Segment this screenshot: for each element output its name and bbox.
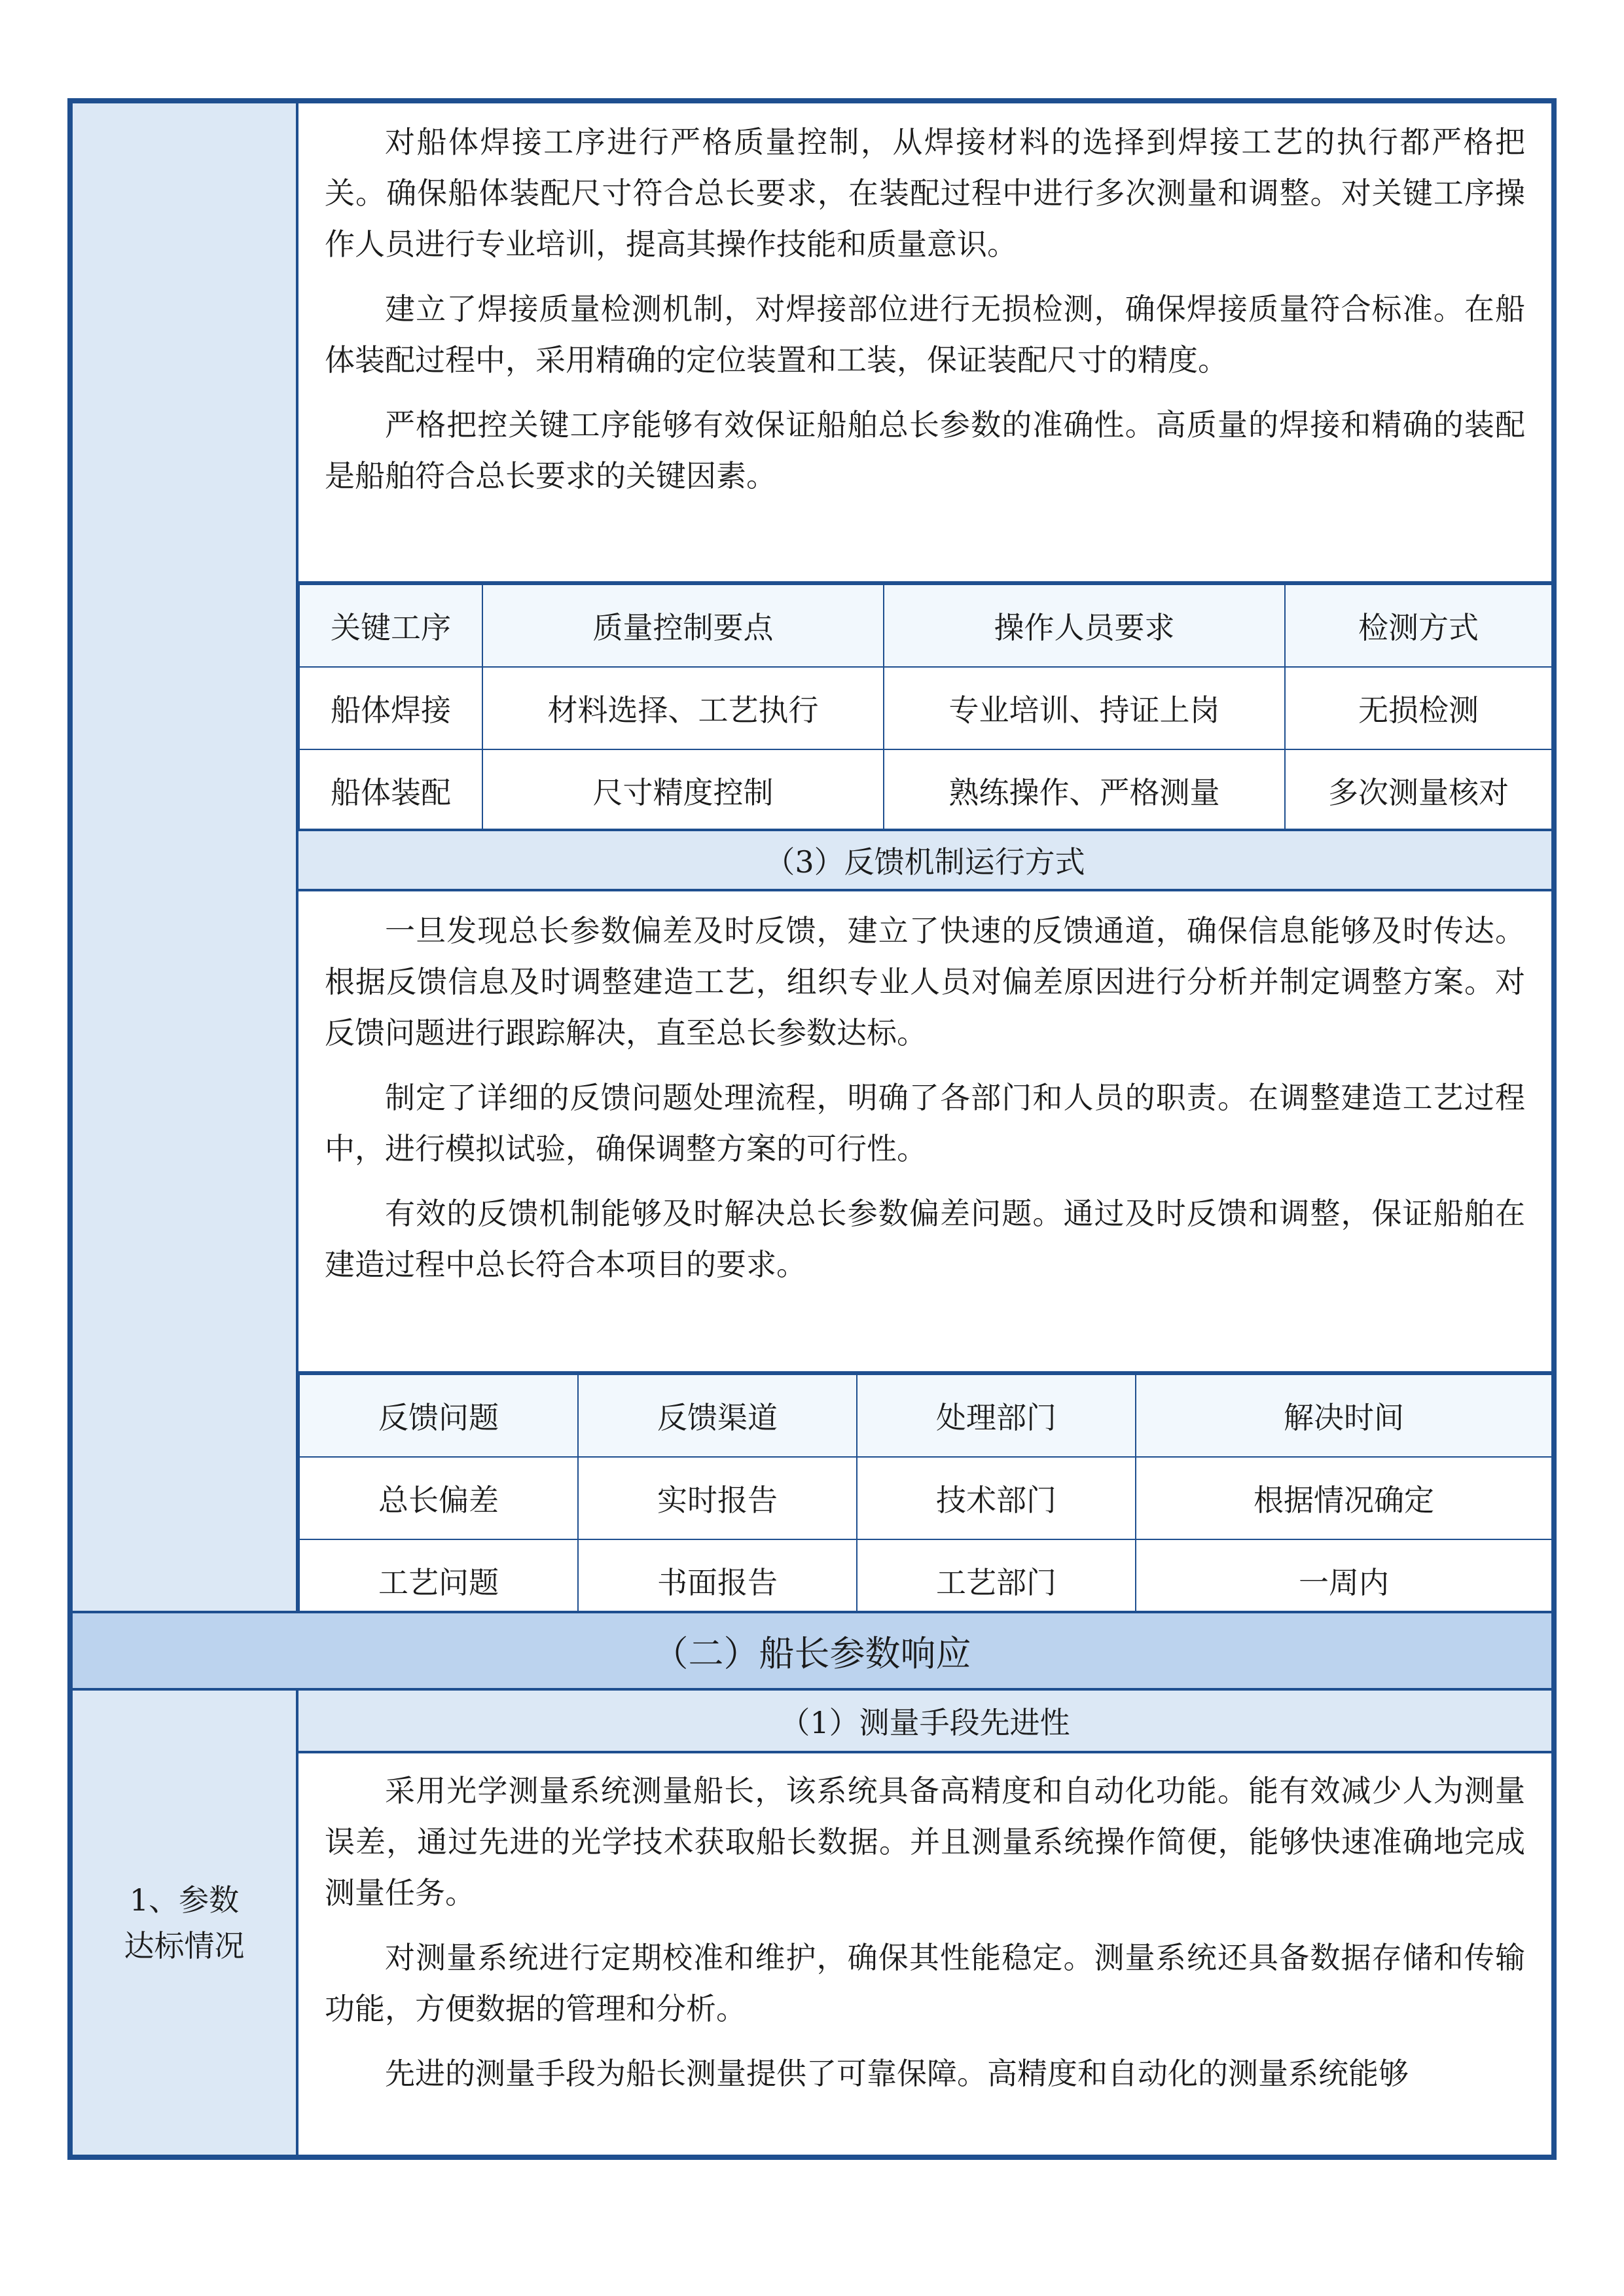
left-label-column-top	[73, 103, 298, 1611]
table-header-cell: 操作人员要求	[884, 584, 1285, 667]
left-label-parameter-compliance	[73, 1691, 298, 2155]
table-cell: 一周内	[1136, 1539, 1552, 1622]
table-cell: 专业培训、持证上岗	[884, 667, 1285, 749]
table-header-cell: 解决时间	[1136, 1374, 1552, 1457]
table-cell: 工艺部门	[857, 1539, 1136, 1622]
document-table-frame	[67, 98, 1557, 2160]
table-cell: 根据情况确定	[1136, 1457, 1552, 1539]
paragraph: 有效的反馈机制能够及时解决总长参数偏差问题。通过及时反馈和调整，保证船舶在建造过程中总长符合本项目的要求。	[325, 1196, 1525, 1282]
table-cell: 总长偏差	[299, 1457, 578, 1539]
table-row	[299, 1539, 1552, 1622]
paragraph: 一旦发现总长参数偏差及时反馈，建立了快速的反馈通道，确保信息能够及时传达。根据反馈信息及时调整建造工艺，组织专业人员对偏差原因进行分析并制定调整方案。对反馈问题进行跟踪解决，直至总长参数达标。	[325, 913, 1525, 1050]
table-header-row	[299, 1374, 1552, 1457]
table-cell: 书面报告	[578, 1539, 857, 1622]
table-cell: 无损检测	[1285, 667, 1552, 749]
table-cell: 尺寸精度控制	[482, 749, 884, 832]
paragraph: 对船体焊接工序进行严格质量控制，从焊接材料的选择到焊接工艺的执行都严格把关。确保船体装配尺寸符合总长要求，在装配过程中进行多次测量和调整。对关键工序操作人员进行专业培训，提高其操作技能和质量意识。	[325, 124, 1525, 262]
feedback-mechanism-subheading: （3）反馈机制运行方式	[298, 829, 1551, 891]
table-header-cell: 反馈问题	[299, 1374, 578, 1457]
table-header-cell: 质量控制要点	[482, 584, 884, 667]
feedback-table	[298, 1374, 1553, 1623]
table-cell: 船体装配	[299, 749, 482, 832]
table-row	[299, 749, 1552, 832]
table-row	[299, 1457, 1552, 1539]
feedback-text-block	[298, 893, 1551, 1374]
table-cell: 技术部门	[857, 1457, 1136, 1539]
paragraph: 严格把控关键工序能够有效保证船舶总长参数的准确性。高质量的焊接和精确的装配是船舶符合总长要求的关键因素。	[325, 407, 1525, 493]
paragraph: 建立了焊接质量检测机制，对焊接部位进行无损检测，确保焊接质量符合标准。在船体装配过程中，采用精确的定位装置和工装，保证装配尺寸的精度。	[325, 291, 1525, 378]
table-row	[299, 667, 1552, 749]
table-cell: 熟练操作、严格测量	[884, 749, 1285, 832]
table-cell: 实时报告	[578, 1457, 857, 1539]
measurement-subheading: （1）测量手段先进性	[298, 1691, 1551, 1753]
key-process-table	[298, 584, 1553, 833]
table-cell: 船体焊接	[299, 667, 482, 749]
table-header-cell: 检测方式	[1285, 584, 1552, 667]
table-header-row	[299, 584, 1552, 667]
table-cell: 材料选择、工艺执行	[482, 667, 884, 749]
table-header-cell: 处理部门	[857, 1374, 1136, 1457]
measurement-text-block	[298, 1753, 1551, 2155]
table-cell: 工艺问题	[299, 1539, 578, 1622]
row-label: 1、参数达标情况	[124, 1882, 245, 1964]
table-header-cell: 反馈渠道	[578, 1374, 857, 1457]
paragraph: 制定了详细的反馈问题处理流程，明确了各部门和人员的职责。在调整建造工艺过程中，进行模拟试验，确保调整方案的可行性。	[325, 1080, 1525, 1166]
paragraph: 对测量系统进行定期校准和维护，确保其性能稳定。测量系统还具备数据存储和传输功能，方便数据的管理和分析。	[325, 1940, 1525, 2026]
section-title-ship-length: （二）船长参数响应	[73, 1611, 1551, 1691]
paragraph: 先进的测量手段为船长测量提供了可靠保障。高精度和自动化的测量系统能够	[385, 2056, 1409, 2091]
table-header-cell: 关键工序	[299, 584, 482, 667]
paragraph: 采用光学测量系统测量船长，该系统具备高精度和自动化功能。能有效减少人为测量误差，通过先进的光学技术获取船长数据。并且测量系统操作简便，能够快速准确地完成测量任务。	[325, 1773, 1525, 1910]
quality-control-text-block	[298, 103, 1551, 584]
table-cell: 多次测量核对	[1285, 749, 1552, 832]
